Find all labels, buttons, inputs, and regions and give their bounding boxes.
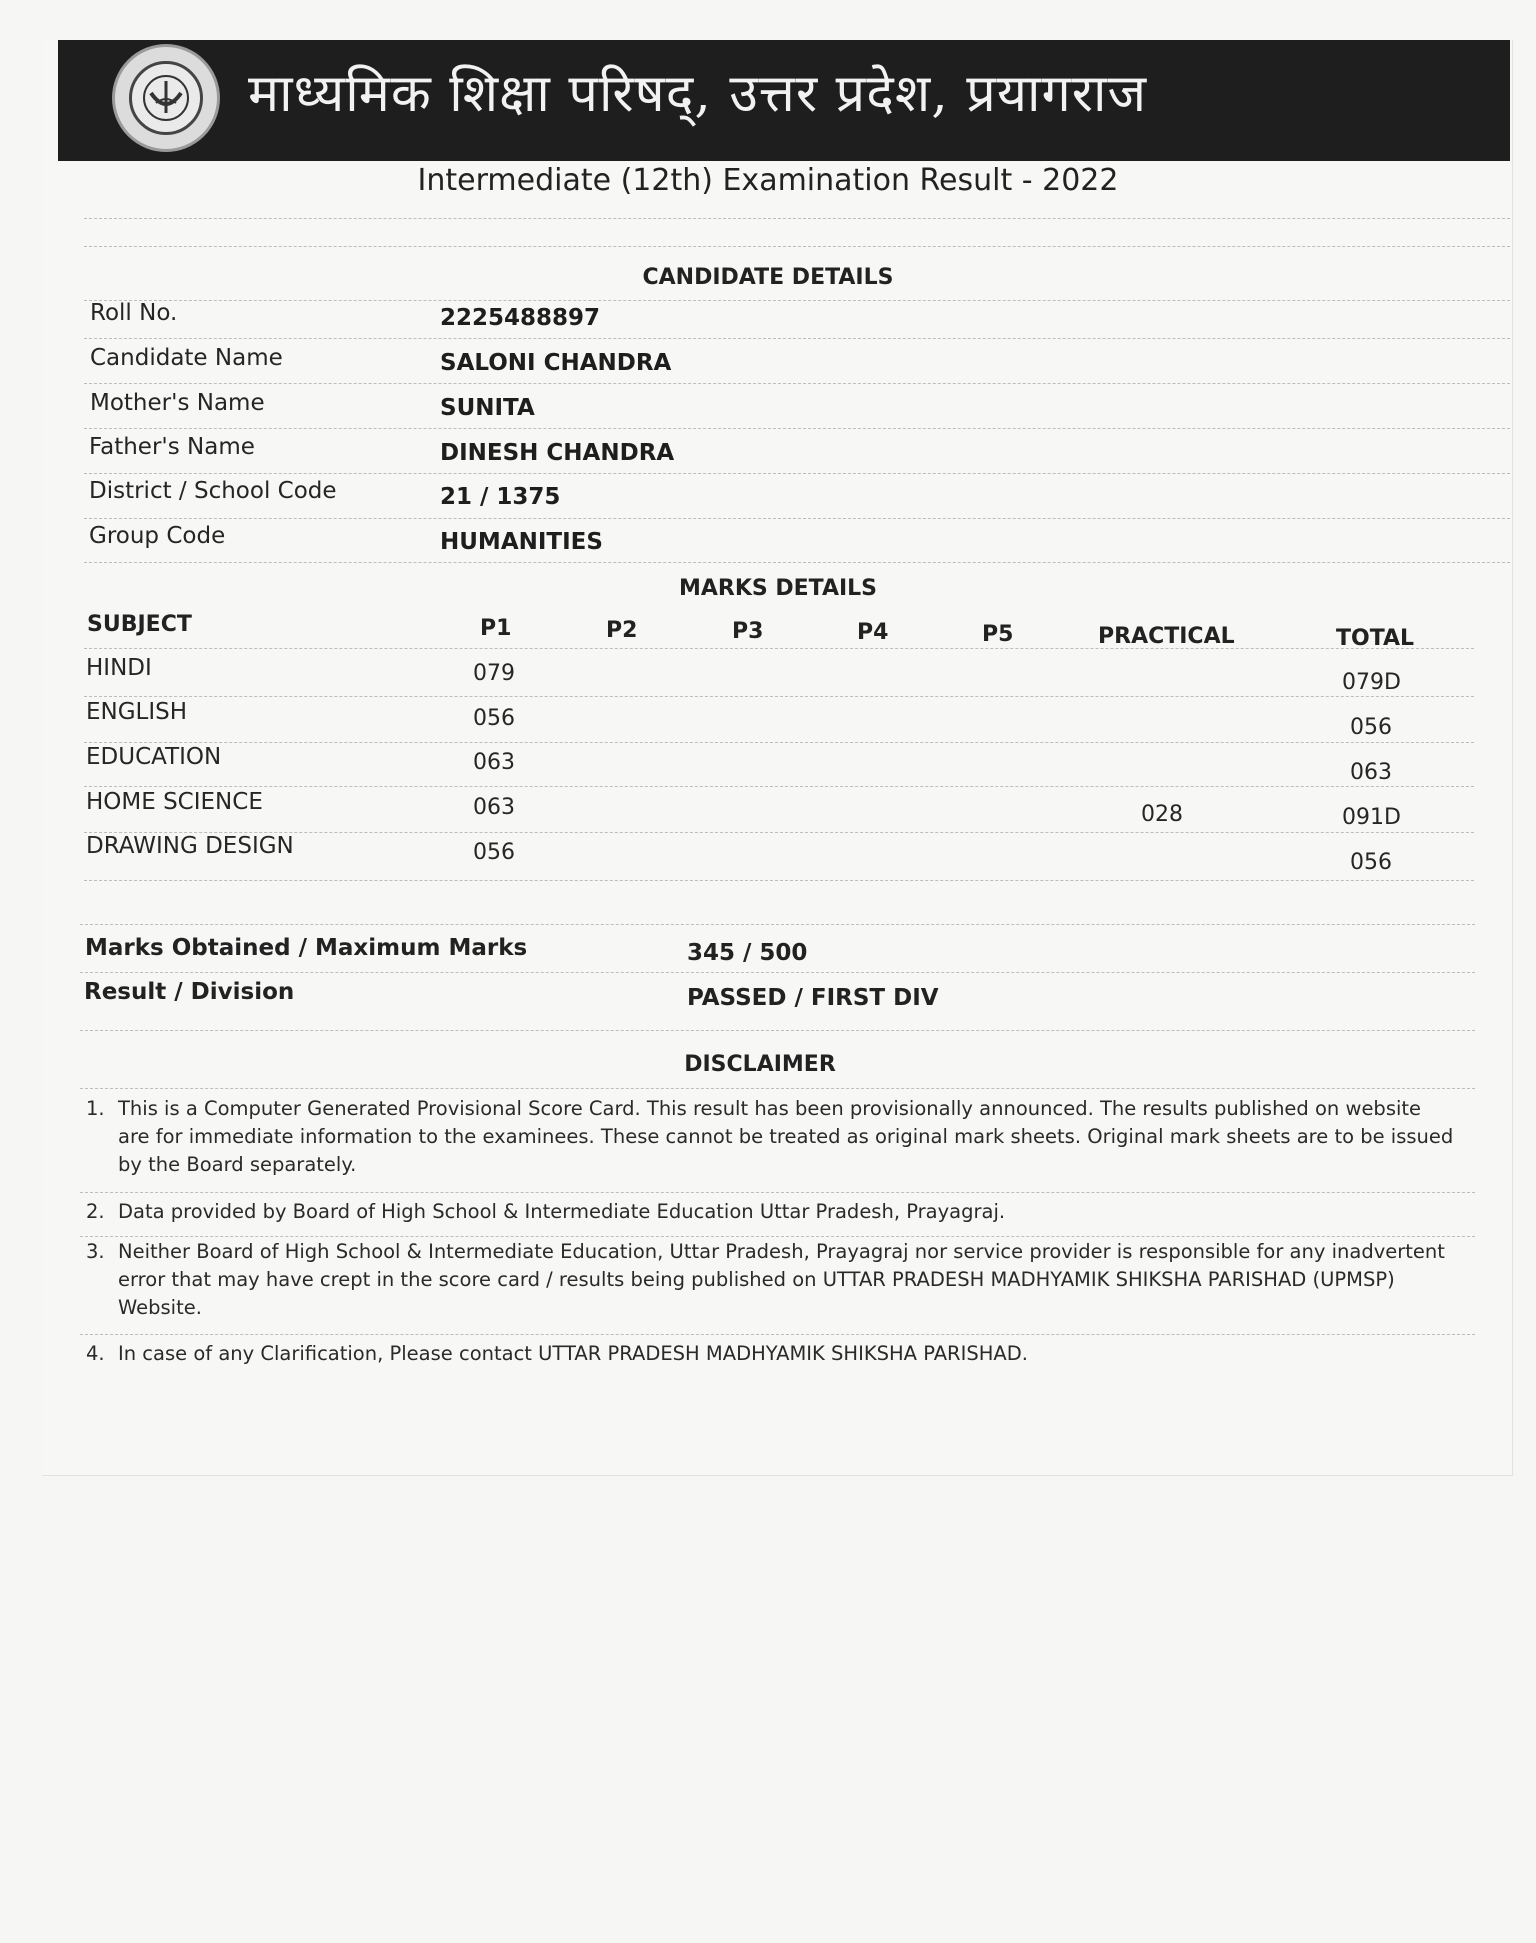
result-division-label: Result / Division (84, 979, 295, 1005)
total-mark: 056 (1350, 715, 1392, 740)
item-text: Data provided by Board of High School & Intermediate Education Uttar Pradesh, Prayagraj. (118, 1200, 1006, 1223)
candidate-details-heading: CANDIDATE DETAILS (642, 265, 894, 290)
board-name-hindi: माध्यमिक शिक्षा परिषद्, उत्तर प्रदेश, प्रयागराज (248, 64, 1148, 124)
col-p1: P1 (480, 616, 512, 641)
col-p5: P5 (982, 622, 1014, 647)
divider (84, 742, 1474, 743)
p1-mark: 056 (473, 840, 515, 865)
item-number: 4. (86, 1342, 105, 1365)
practical-mark: 028 (1141, 802, 1183, 827)
col-practical: PRACTICAL (1098, 624, 1235, 649)
group-code-value: HUMANITIES (440, 529, 603, 555)
roll-no-label: Roll No. (90, 300, 178, 326)
p1-mark: 063 (473, 750, 515, 775)
divider (80, 1030, 1475, 1031)
marks-obtained-value: 345 / 500 (687, 940, 808, 966)
disclaimer-item (86, 1198, 1456, 1226)
divider (84, 338, 1510, 339)
item-number: 2. (86, 1200, 105, 1223)
col-total: TOTAL (1336, 626, 1415, 651)
divider (84, 648, 1474, 649)
p1-mark: 056 (473, 706, 515, 731)
divider (80, 1192, 1475, 1193)
divider (84, 383, 1510, 384)
divider (84, 786, 1474, 787)
marks-obtained-label: Marks Obtained / Maximum Marks (85, 935, 528, 961)
divider (84, 562, 1510, 563)
p1-mark: 079 (473, 661, 515, 686)
subject-name: DRAWING DESIGN (86, 833, 294, 859)
divider (84, 428, 1510, 429)
mother-name-label: Mother's Name (90, 390, 265, 416)
item-text: Neither Board of High School & Intermediate Education, Uttar Pradesh, Prayagraj nor service provider is responsible for any inadvertent error that may have crept in the score card / results being published on UTTAR PRADESH MADHYAMIK SHIKSHA PARISHAD (UPMSP) Website. (118, 1240, 1445, 1319)
total-mark: 063 (1350, 760, 1392, 785)
subject-name: HINDI (86, 655, 152, 681)
divider (80, 1088, 1475, 1089)
p1-mark: 063 (473, 795, 515, 820)
district-school-code-label: District / School Code (89, 478, 337, 504)
item-text: In case of any Clarification, Please contact UTTAR PRADESH MADHYAMIK SHIKSHA PARISHAD. (118, 1342, 1028, 1365)
divider (80, 1236, 1475, 1237)
divider (80, 972, 1475, 973)
father-name-value: DINESH CHANDRA (440, 440, 675, 466)
total-mark: 079D (1342, 670, 1401, 695)
group-code-label: Group Code (89, 523, 226, 549)
divider (84, 300, 1510, 301)
divider (80, 1334, 1475, 1335)
col-subject: SUBJECT (87, 612, 192, 637)
disclaimer-item (86, 1238, 1456, 1322)
col-p4: P4 (857, 620, 889, 645)
roll-no-value: 2225488897 (440, 305, 601, 331)
col-p2: P2 (606, 618, 638, 643)
disclaimer-heading: DISCLAIMER (684, 1052, 836, 1077)
divider (84, 518, 1510, 519)
divider (84, 246, 1510, 247)
subject-name: ENGLISH (86, 699, 188, 725)
result-division-value: PASSED / FIRST DIV (687, 985, 939, 1011)
total-mark: 091D (1342, 805, 1401, 830)
subject-name: EDUCATION (86, 744, 222, 770)
district-school-code-value: 21 / 1375 (440, 484, 561, 510)
divider (84, 473, 1510, 474)
divider (80, 924, 1475, 925)
candidate-name-label: Candidate Name (90, 345, 283, 371)
divider (84, 696, 1474, 697)
item-number: 1. (86, 1097, 105, 1120)
candidate-name-value: SALONI CHANDRA (440, 350, 672, 376)
divider (84, 880, 1474, 881)
total-mark: 056 (1350, 850, 1392, 875)
divider (84, 218, 1510, 219)
document-title: Intermediate (12th) Examination Result - 2022 (417, 163, 1119, 198)
item-text: This is a Computer Generated Provisional Score Card. This result has been provisionally announced. The results published on website are for immediate information to the examinees. These cannot be treated as original mark sheets. Original mark sheets are to be issued by the Board separately. (118, 1097, 1454, 1176)
father-name-label: Father's Name (89, 434, 255, 460)
marks-details-heading: MARKS DETAILS (678, 576, 878, 601)
subject-name: HOME SCIENCE (86, 789, 263, 815)
board-emblem-icon (112, 44, 220, 152)
item-number: 3. (86, 1240, 105, 1263)
disclaimer-item (86, 1095, 1456, 1179)
col-p3: P3 (732, 619, 764, 644)
disclaimer-item (86, 1340, 1456, 1368)
mother-name-value: SUNITA (440, 395, 535, 421)
